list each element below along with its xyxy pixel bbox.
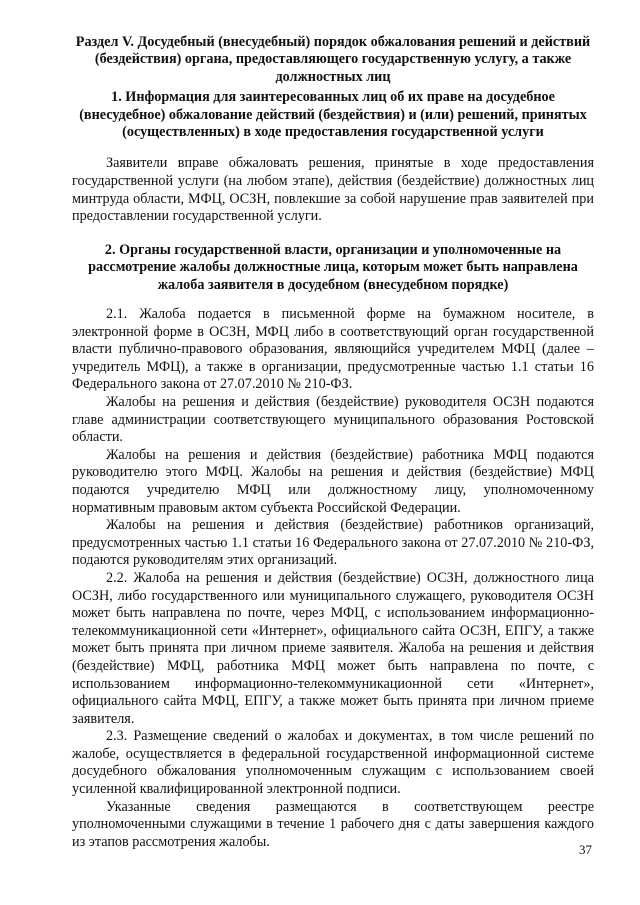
- paragraph: Жалобы на решения и действия (бездействие) работников организаций, предусмотренных частью 1.1 статьи 16 Федерального закона от 27.07.2010 № 210-ФЗ, подаются руководителям этих организаций.: [72, 517, 594, 569]
- subsection-2-title: 2. Органы государственной власти, организации и уполномоченные на рассмотрение жалобы должностные лица, которым может быть направлена жалоба заявителя в досудебном (внесудебном порядке): [88, 241, 578, 293]
- paragraph: Указанные сведения размещаются в соответствующем реестре уполномоченными служащими в течение 1 рабочего дня с даты завершения каждого из этапов рассмотрения жалобы.: [72, 798, 594, 850]
- document-page: [72, 30, 594, 851]
- paragraph: 2.3. Размещение сведений о жалобах и документах, в том числе решений по жалобе, осуществляется в федеральной государственной информационной системе досудебного обжалования уполномоченным служащим с использованием своей усиленной квалифицированной электронной подписи.: [72, 728, 594, 798]
- section-title: Раздел V. Досудебный (внесудебный) порядок обжалования решений и действий (бездействия) органа, предоставляющего государственную услугу, а также должностных лиц: [75, 34, 591, 85]
- paragraph: Жалобы на решения и действия (бездействие) работника МФЦ подаются руководителю этого МФЦ. Жалобы на решения и действия (бездействие) МФЦ подаются учредителю МФЦ или должностному лицу, уполномоченному нормативным правовым актом субъекта Российской Федерации.: [72, 446, 594, 516]
- paragraph: 2.2. Жалоба на решения и действия (бездействие) ОСЗН, должностного лица ОСЗН, либо государственного или муниципального служащего, руководителя ОСЗН может быть направлена по почте, через МФЦ, с использованием информационно-телекоммуникационной сети «Интернет», официального сайта ОСЗН, ЕПГУ, а также может быть принята при личном приеме заявителя. Жалоба на решения и действия (бездействие) МФЦ, работника МФЦ может быть направлена по почте, с использованием информационно-телекоммуникационной сети «Интернет», официального сайта МФЦ, ЕПГУ, а также может быть принята при личном приеме заявителя.: [72, 569, 594, 727]
- subsection-1-title: 1. Информация для заинтересованных лиц об их праве на досудебное (внесудебное) обжалование действий (бездействия) и (или) решений, принятых (осуществленных) в ходе предоставления государственной услуги: [79, 89, 587, 141]
- paragraph: 2.1. Жалоба подается в письменной форме на бумажном носителе, в электронной форме в ОСЗН, МФЦ либо в соответствующий орган государственной власти публично-правового образования, являющийся учредителем МФЦ (далее – учредитель МФЦ), а также в организации, предусмотренные частью 1.1 статьи 16 Федерального закона от 27.07.2010 № 210-ФЗ.: [72, 306, 594, 393]
- page-number: 37: [579, 842, 592, 857]
- paragraph: Жалобы на решения и действия (бездействие) руководителя ОСЗН подаются главе администрации соответствующего муниципального образования Ростовской области.: [72, 394, 594, 446]
- paragraph: Заявители вправе обжаловать решения, принятые в ходе предоставления государственной услуги (на любом этапе), действия (бездействие) должностных лиц минтруда области, МФЦ, ОСЗН, повлекшие за собой нарушение прав заявителей при предоставлении государственной услуги.: [72, 155, 594, 225]
